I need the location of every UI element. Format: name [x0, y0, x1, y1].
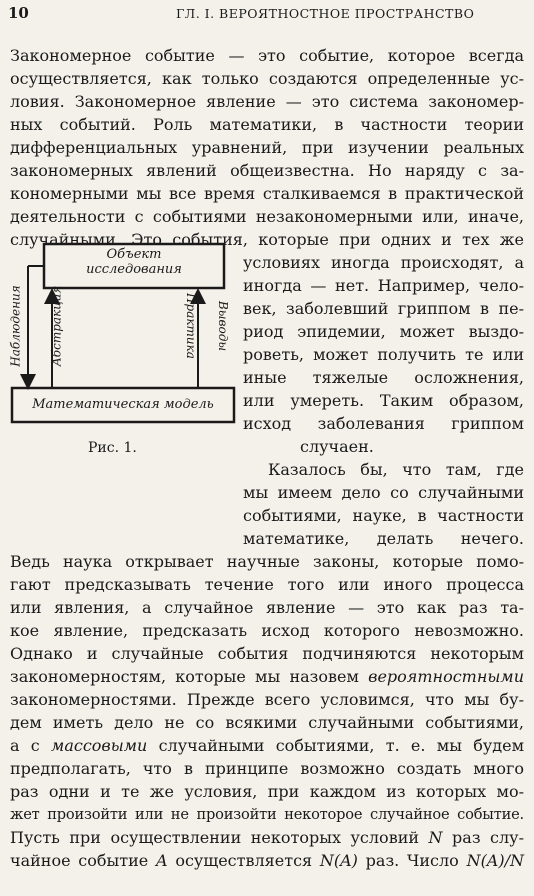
text-line: а с массовыми случайными событиями, т. е. мы будем — [10, 736, 525, 755]
object-box-label: Объект исследования — [86, 247, 182, 277]
running-head: ГЛ. I. ВЕРОЯТНОСТНОЕ ПРОСТРАНСТВО — [176, 6, 475, 21]
text-line: деятельности с событиями незакономерными или, иначе, — [10, 207, 524, 226]
text-line: кое явление, предсказать исход которого невозможно. — [10, 621, 524, 640]
model-box-label: Математическая модель — [32, 397, 214, 412]
text-line: предполагать, что в принципе возможно создать много — [10, 759, 524, 778]
text-line: Казалось бы, что там, где — [268, 460, 524, 479]
text-line: закономерностям, которые мы назовем вероятностными — [10, 667, 524, 686]
text-line: событиями, науке, в частности — [243, 506, 524, 525]
text-line: математике, делать нечего. — [243, 529, 524, 548]
figure-diagram — [8, 240, 236, 452]
text-line: ных событий. Роль математики, в частности теории — [10, 115, 524, 134]
page-header — [8, 4, 528, 26]
page-number: 10 — [8, 4, 29, 22]
text-line: осуществляется, как только создаются определенные ус- — [10, 69, 524, 88]
text-line: роветь, может получить те или — [243, 345, 524, 364]
text-line: закономерностями. Прежде всего условимся, что мы бу- — [10, 690, 524, 709]
text-line: мы имеем дело со случайными — [243, 483, 524, 502]
abstraction-label: Абстракция — [49, 285, 64, 367]
figure-caption: Рис. 1. — [88, 440, 137, 456]
text-line: случайными. Это события, которые при одних и тех же — [10, 230, 524, 249]
text-line: закономерных явлений общеизвестна. Но наряду с за- — [10, 161, 524, 180]
text-line: риод эпидемии, может выздо- — [243, 322, 524, 341]
text-line: дифференциальных уравнений, при изучении реальных — [10, 138, 524, 157]
text-line: чайное событие A осуществляется N(A) раз. Число N(A)/N — [10, 851, 524, 870]
text-line: жет произойти или не произойти некоторое случайное событие. — [10, 806, 524, 823]
text-line: исход заболевания гриппом — [243, 414, 524, 433]
text-line: или явления, а случайное явление — это как раз та- — [10, 598, 524, 617]
text-line: ловия. Закономерное явление — это система закономер- — [10, 92, 524, 111]
text-line: иные тяжелые осложнения, — [243, 368, 524, 387]
conclusions-label: Выводы — [216, 300, 231, 352]
text-line: Однако и случайные события подчиняются некоторым — [10, 644, 524, 663]
text-line: Закономерное событие — это событие, которое всегда — [10, 46, 524, 65]
text-line: случаен. — [300, 437, 374, 456]
text-line: Пусть при осуществлении некоторых условий N раз слу- — [10, 828, 525, 847]
text-line: век, заболевший гриппом в пе- — [243, 299, 524, 318]
text-line: условиях иногда происходят, а — [243, 253, 524, 272]
text-line: раз одни и те же условия, при каждом из которых мо- — [10, 782, 524, 801]
text-line: кономерными мы все время сталкиваемся в практической — [10, 184, 524, 203]
text-line: дем иметь дело не со всякими случайными событиями, — [10, 713, 524, 732]
observation-label: Наблюдения — [8, 285, 23, 367]
text-line: иногда — нет. Например, чело- — [243, 276, 524, 295]
text-line: или умереть. Таким образом, — [243, 391, 524, 410]
text-line: гают предсказывать течение того или иного процесса — [10, 575, 524, 594]
text-line: Ведь наука открывает научные законы, которые помо- — [10, 552, 524, 571]
practice-label: Практика — [183, 293, 198, 359]
